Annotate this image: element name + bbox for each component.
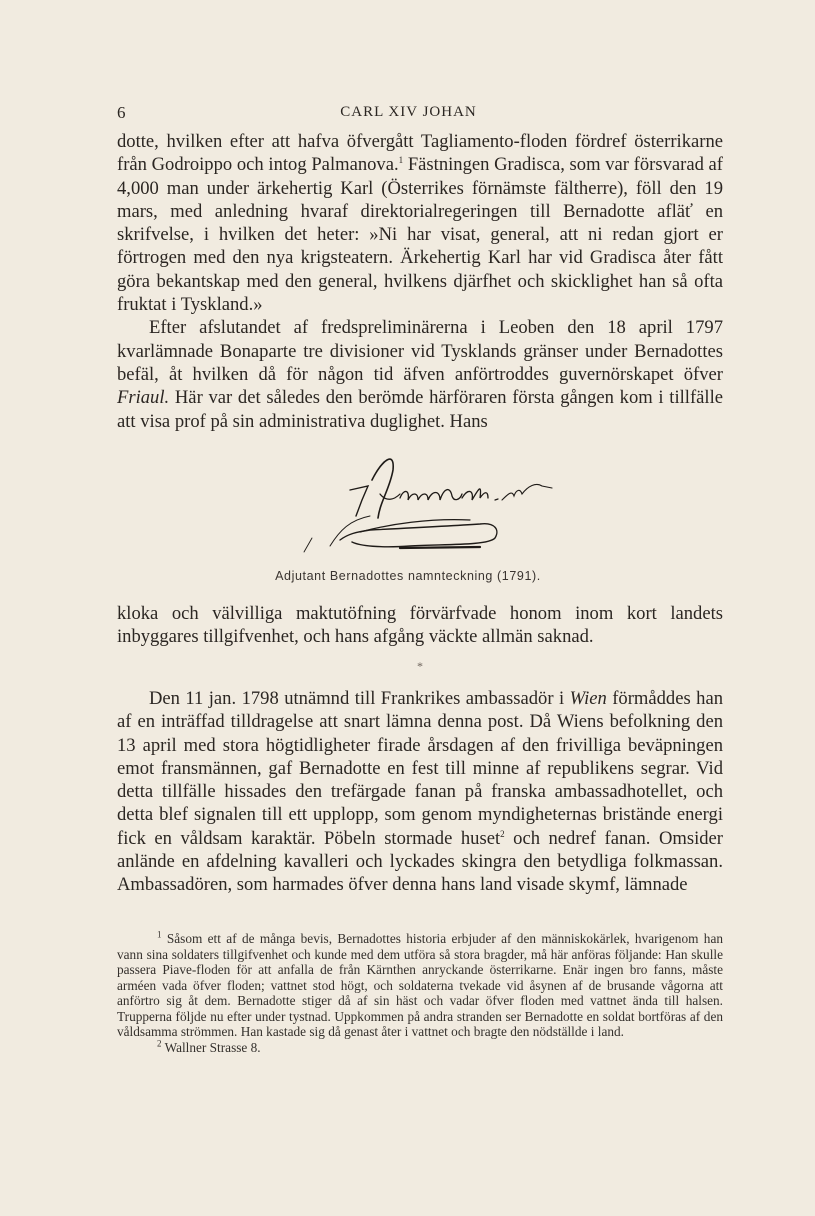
paragraph-1: dotte, hvilken efter att hafva öfvergått Tagliamento-floden fördref österrikarne från Godroippo och intog Palmanova.$^1$ Fästningen Gradisca, som var försvarad af 4,000 man under ärkehertig Karl (Österrikes förnämste fältherre), föll den 19 mars, med anledning hvaraf direktorialregeringen till Bernadotte afläť en skrifvelse, i hvilken det heter: »Ni har visat, general, att ni redan gjort er förtrogen med den nya krigsteatern. Ärkehertig Karl har vid Gradisca åter fått göra bekantskap med den general, hvilkens djärfhet och skicklighet han så ofta fruktat i Tyskland.»: [117, 131, 724, 316]
page-header: [117, 103, 700, 125]
text-block-middle: [117, 602, 723, 649]
footnote-ref-1: 1: [398, 155, 404, 166]
text-block-upper: [117, 130, 723, 433]
page-number: 6: [117, 103, 127, 122]
signature-image: [290, 450, 590, 560]
paragraph-4: Den 11 jan. 1798 utnämnd till Frankrikes ambassadör i Wien förmåddes han af en inträffad tilldragelse att snart lämna denna post. Då Wiens befolkning den 13 april med stora högtidligheter firade årsdagen af den frivilliga beväpningen emot fransmännen, gaf Bernadotte en fest till minne af republikens segrar. Vid detta tillfälle hissades den trefärgade fanan på franska ambassadhotellet, och detta blef signalen till ett upplopp, som genom myndigheternas bristände energi fick en våldsam karaktär. Pöbeln stormade huset$^2$ och nedref fanan. Omsider anlände en afdelning kavalleri och lyckades skingra den betydliga folkmassan. Ambassadören, som harmades öfver denna hans land visade skymf, lämnade: [117, 688, 724, 896]
paragraph-3: kloka och välvilliga maktutöfning förvärfvade honom inom kort landets inbyggares tillgifvenhet, och hans afgång väckte allmän saknad.: [117, 603, 723, 648]
footnote-1: $^1$ Såsom ett af de många bevis, Bernadottes historia erbjuder af den människokärlek, hvarigenom han vann sina soldaters tillgifvenhet och kunde med dem utföra så stora bragder, må här anföras följande: Han skulle passera Piave-floden för att anfalla de från Kärnthen anryckande österrikarne. Enär ingen bro fanns, måste arméen vada öfver floden; vattnet stod högt, och soldaterna tvekade vid åsynen af de brusande vågorna att anförtro sig åt dem. Bernadotte stiger då af sin häst och vadar öfver floden med vattnet ända till halsen. Trupperna följde nu efter under tystnad. Uppkommen på andra stranden ser Bernadotte en soldat bortföras af den våldsamma strömmen. Han kastade sig då genast åter i vattnet och bragte den nödställde i land.: [117, 929, 723, 1039]
text-block-lower: [117, 687, 723, 897]
running-title: CARL XIV JOHAN: [340, 104, 477, 120]
footnotes: [117, 931, 723, 1055]
footnote-ref-2: 2: [500, 828, 505, 839]
footnote-2: $^2$ Wallner Strasse 8.: [157, 1038, 261, 1055]
paragraph-2: Efter afslutandet af fredspreliminärerna i Leoben den 18 april 1797 kvarlämnade Bonaparte tre divisioner vid Tysklands gränser under Bernadottes befäl, åt hvilken då för någon tid äfven anförtroddes guvernörskapet öfver Friaul. Här var det således den berömde härföraren första gången kom i tillfälle att visa prof på sin administrativa duglighet. Hans: [117, 317, 723, 432]
section-separator: *: [417, 659, 423, 673]
figure-caption: Adjutant Bernadottes namnteckning (1791).: [275, 569, 541, 583]
